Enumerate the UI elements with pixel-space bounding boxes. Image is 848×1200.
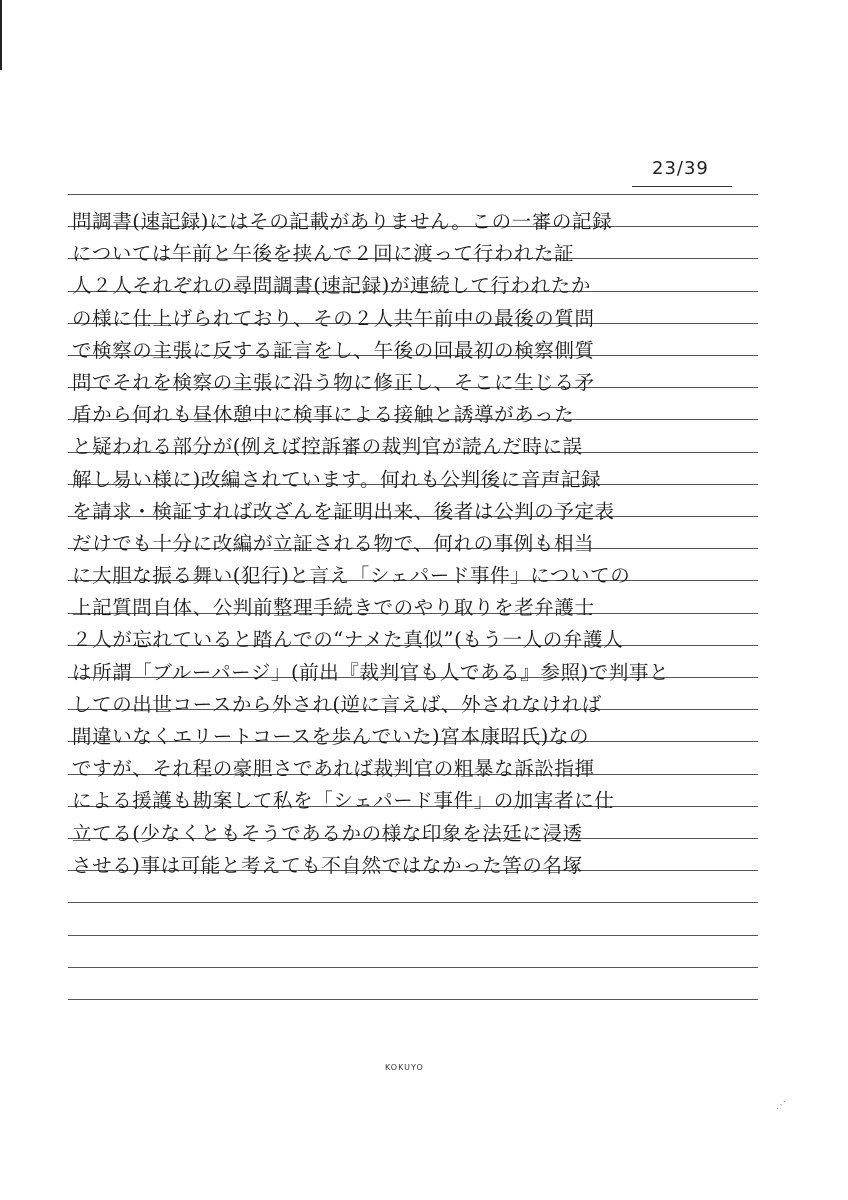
rule-line	[68, 999, 758, 1000]
manuscript-line: は所謂「ブルーパージ」(前出『裁判官も人である』参照)で判事と	[72, 660, 670, 684]
footer-brand-mark: KOKUYO	[385, 1063, 424, 1072]
scan-specks: ⋰	[776, 1100, 786, 1111]
manuscript-line: の様に仕上げられており、その２人共午前中の最後の質問	[72, 306, 595, 330]
manuscript-line: 立てる(少なくともそうであるかの様な印象を法廷に浸透	[72, 821, 583, 845]
page-number: 23/39	[652, 158, 709, 179]
rule-line	[68, 935, 758, 936]
manuscript-line: だけでも十分に改編が立証される物で、何れの事例も相当	[72, 531, 595, 555]
rule-line	[68, 902, 758, 903]
rule-line	[68, 967, 758, 968]
manuscript-line: させる)事は可能と考えても不自然ではなかった筈の名塚	[72, 853, 583, 877]
manuscript-line: については午前と午後を挟んで２回に渡って行われた証	[72, 242, 575, 266]
manuscript-line: 間違いなくエリートコースを歩んでいた)宮本康昭氏)なの	[72, 725, 590, 748]
page-number-underline	[632, 186, 732, 187]
manuscript-line: ２人が忘れていると踏んでの“ナメた真似”(もう一人の弁護人	[72, 628, 624, 652]
scan-edge-mark	[0, 0, 2, 70]
manuscript-line: 問でそれを検察の主張に沿う物に修正し、そこに生じる矛	[72, 370, 595, 394]
manuscript-line: ですが、それ程の豪胆さであれば裁判官の粗暴な訴訟指揮	[72, 757, 595, 781]
manuscript-line: を請求・検証すれば改ざんを証明出来、後者は公判の予定表	[72, 499, 615, 523]
manuscript-body	[72, 207, 756, 883]
manuscript-line: で検察の主張に反する証言をし、午後の回最初の検察側質	[72, 338, 595, 362]
manuscript-line: 解し易い様に)改編されています。何れも公判後に音声記録	[72, 467, 602, 491]
manuscript-line: 人２人それぞれの尋問調書(速記録)が連続して行われたか	[72, 274, 591, 298]
manuscript-line: しての出世コースから外され(逆に言えば、外されなければ	[72, 692, 602, 716]
manuscript-line: に大胆な振る舞い(犯行)と言え「シェパード事件」についての	[72, 564, 631, 588]
manuscript-line: 上記質問自体、公判前整理手続きでのやり取りを老弁護士	[72, 596, 595, 620]
manuscript-line: 問調書(速記録)にはその記載がありません。この一審の記録	[72, 210, 613, 233]
manuscript-line: 盾から何れも昼休憩中に検事による接触と誘導があった	[72, 403, 575, 427]
rule-line	[68, 194, 758, 195]
manuscript-line: と疑われる部分が(例えば控訴審の裁判官が読んだ時に誤	[72, 435, 583, 459]
manuscript-line: による援護も勘案して私を「シェパード事件」の加害者に仕	[72, 789, 615, 813]
